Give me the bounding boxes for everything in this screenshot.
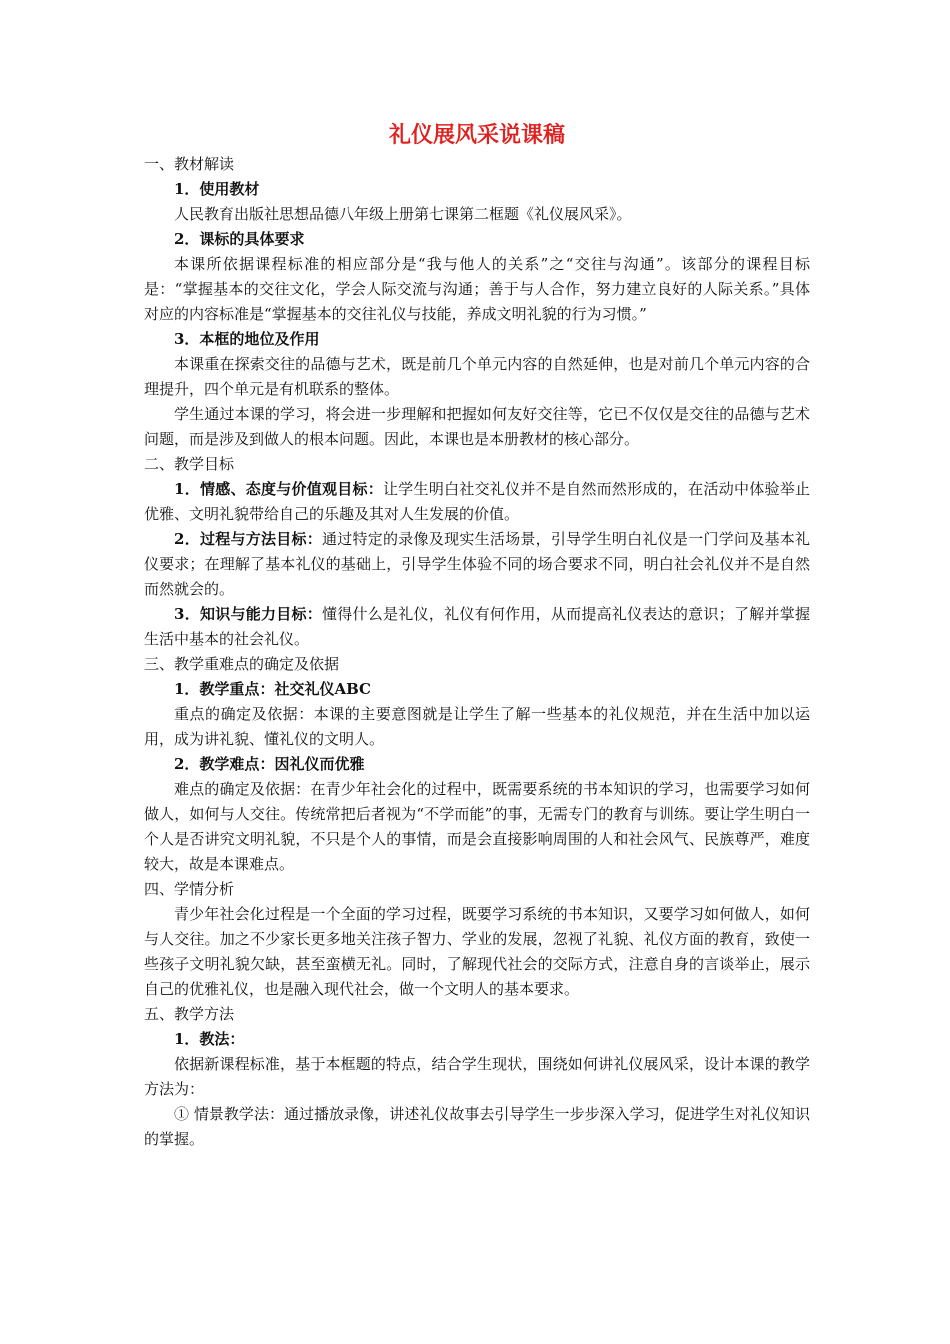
subheading-1-3: 3．本框的地位及作用: [174, 330, 320, 348]
subheading-3-1: 1．教学重点：社交礼仪ABC: [174, 680, 371, 698]
paragraph-4-1: 青少年社会化过程是一个全面的学习过程，既要学习系统的书本知识，又要学习如何做人，如何与人交往。加之不少家长更多地关注孩子智力、学业的发展，忽视了礼貌、礼仪方面的教育，致使一些孩子文明礼貌欠缺，甚至蛮横无礼。同时，了解现代社会的交际方式，注意自身的言谈举止，展示自己的优雅礼仪，也是融入现代社会，做一个文明人的基本要求。: [144, 905, 810, 998]
paragraph-1-1: 人民教育出版社思想品德八年级上册第七课第二框题《礼仪展风采》。: [174, 205, 632, 223]
subheading-1-2: 2．课标的具体要求: [174, 230, 305, 248]
goal-3-label: 3．知识与能力目标：: [174, 605, 323, 623]
section-heading-1: 一、教材解读: [144, 155, 235, 173]
section-heading-5: 五、教学方法: [144, 1005, 235, 1023]
section-heading-2: 二、教学目标: [144, 455, 235, 473]
goal-2-text: 通过特定的录像及现实生活场景，引导学生明白礼仪是一门学问及基本礼仪要求；在理解了基本礼仪的基础上，引导学生体验不同的场合要求不同，明白社会礼仪并不是自然而然就会的。: [144, 530, 810, 598]
document-title: 礼仪展风采说课稿: [388, 122, 565, 148]
paragraph-3-1: 重点的确定及依据：本课的主要意图就是让学生了解一些基本的礼仪规范，并在生活中加以运用，成为讲礼貌、懂礼仪的文明人。: [144, 705, 810, 748]
paragraph-5-1: 依据新课程标准，基于本框题的特点，结合学生现状，围绕如何讲礼仪展风采，设计本课的教学方法为：: [144, 1055, 810, 1098]
paragraph-5-2: ① 情景教学法：通过播放录像，讲述礼仪故事去引导学生一步步深入学习，促进学生对礼仪知识的掌握。: [144, 1105, 810, 1148]
goal-1-label: 1．情感、态度与价值观目标：: [174, 480, 384, 498]
section-heading-4: 四、学情分析: [144, 880, 235, 898]
paragraph-1-3: 本课重在探索交往的品德与艺术，既是前几个单元内容的自然延伸，也是对前几个单元内容的合理提升，四个单元是有机联系的整体。: [144, 355, 810, 398]
document-page: [144, 118, 810, 1152]
goal-2: [144, 527, 810, 602]
goal-1-text: 让学生明白社交礼仪并不是自然而然形成的，在活动中体验举止优雅、文明礼貌带给自己的乐趣及其对人生发展的价值。: [144, 480, 810, 523]
paragraph-1-4: 学生通过本课的学习，将会进一步理解和把握如何友好交往等，它已不仅仅是交往的品德与艺术问题，而是涉及到做人的根本问题。因此，本课也是本册教材的核心部分。: [144, 405, 810, 448]
subheading-5-1: 1．教法：: [174, 1030, 245, 1048]
subheading-3-2: 2．教学难点：因礼仪而优雅: [174, 755, 365, 773]
paragraph-3-2: 难点的确定及依据：在青少年社会化的过程中，既需要系统的书本知识的学习，也需要学习如何做人，如何与人交往。传统常把后者视为“不学而能”的事，无需专门的教育与训练。要让学生明白一个人是否讲究文明礼貌，不只是个人的事情，而是会直接影响周围的人和社会风气、民族尊严，难度较大，故是本课难点。: [144, 780, 810, 873]
goal-1: [144, 477, 810, 527]
subheading-1-1: 1．使用教材: [174, 180, 260, 198]
goal-3: [144, 602, 810, 652]
goal-3-text: 懂得什么是礼仪，礼仪有何作用，从而提高礼仪表达的意识；了解并掌握生活中基本的社会礼仪。: [144, 605, 810, 648]
section-heading-3: 三、教学重难点的确定及依据: [144, 655, 340, 673]
goal-2-label: 2．过程与方法目标：: [174, 530, 323, 548]
paragraph-1-2: 本课所依据课程标准的相应部分是“我与他人的关系”之“交往与沟通”。该部分的课程目标是：“掌握基本的交往文化，学会人际交流与沟通；善于与人合作，努力建立良好的人际关系。”具体对应的内容标准是“掌握基本的交往礼仪与技能，养成文明礼貌的行为习惯。”: [144, 255, 810, 323]
